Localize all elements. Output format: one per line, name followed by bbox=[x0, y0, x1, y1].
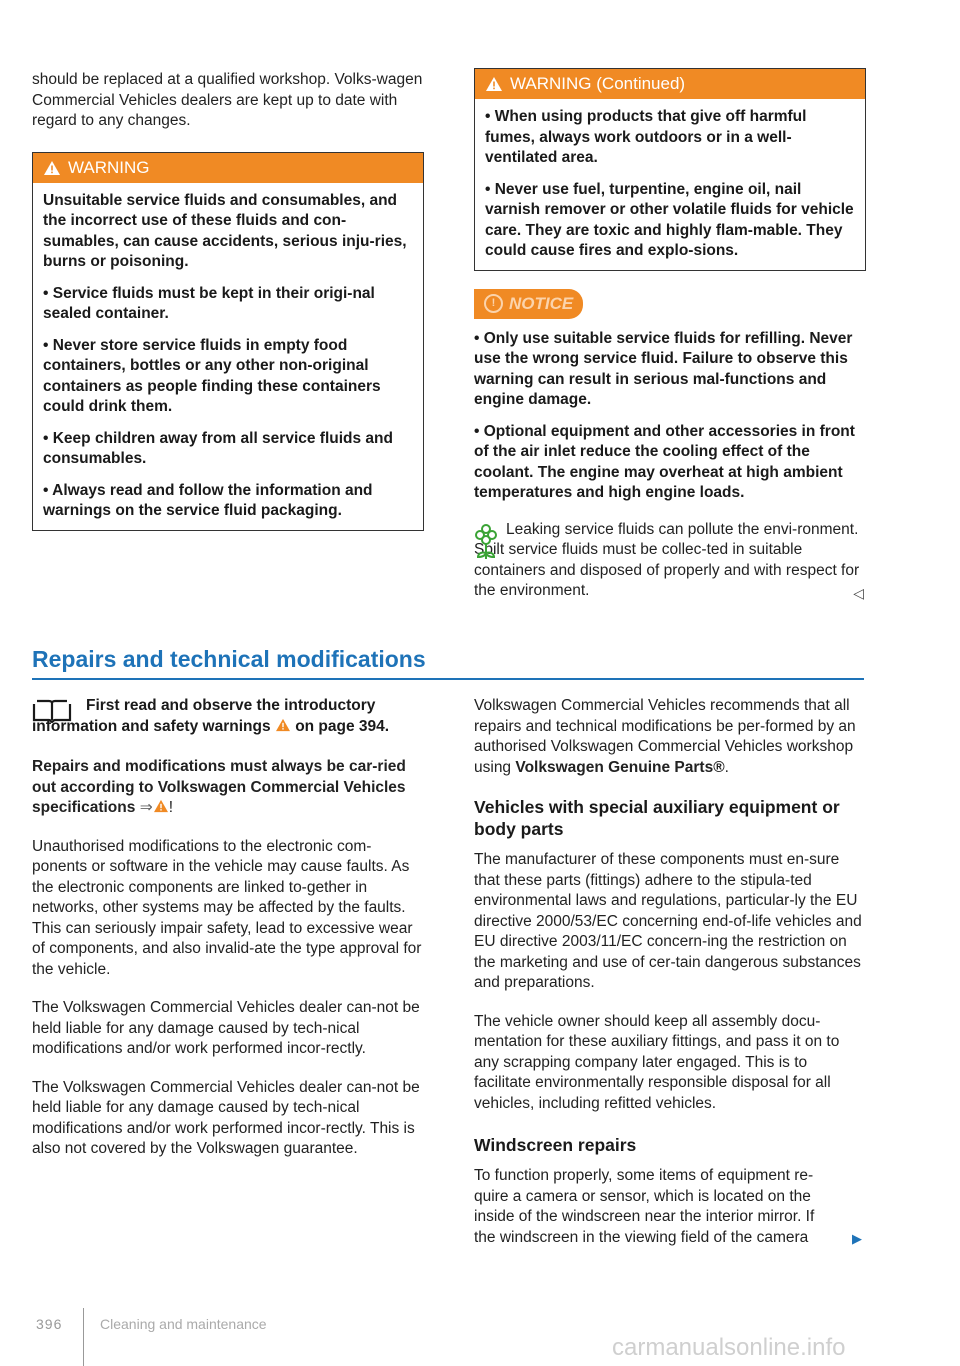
warning-bullet: • When using products that give off harmful fumes, always work outdoors or in a well-ventilated area. bbox=[485, 108, 807, 166]
page-number: 396 bbox=[36, 1316, 63, 1332]
book-reference-note bbox=[32, 696, 424, 737]
footer-divider bbox=[83, 1308, 84, 1366]
warning-triangle-icon bbox=[275, 718, 291, 732]
windscreen-paragraph-wrap bbox=[474, 1166, 866, 1248]
warning-continued-box bbox=[474, 68, 866, 271]
warning-box bbox=[32, 152, 424, 531]
warning-bullet: • Keep children away from all service fluids and consumables. bbox=[43, 429, 393, 467]
recommendation-end: . bbox=[724, 758, 729, 776]
bold-paragraph-text: Repairs and modifications must always be car-ried out according to Volkswagen Commercial Vehicles specifications bbox=[32, 758, 406, 816]
warning-header bbox=[33, 153, 423, 183]
book-note-text: First read and observe the introductory information and safety warnings bbox=[32, 697, 376, 735]
paragraph: The Volkswagen Commercial Vehicles dealer can-not be held liable for any damage caused by tech-nical modifications and/or work performed incor-rectly. bbox=[32, 999, 420, 1057]
cross-reference-arrow: ⇒ bbox=[139, 799, 153, 816]
paragraph: Unauthorised modifications to the electronic com-ponents or software in the vehicle may cause faults. As the electronic components are linked to-gether in networks, other systems may be affected by the faults. This can seriously impair safety, lead to excessive wear of components, and also invalid-ate the type approval for the vehicle. bbox=[32, 837, 422, 978]
heading-windscreen-repairs: Windscreen repairs bbox=[474, 1135, 637, 1155]
book-icon bbox=[32, 698, 72, 724]
warning-continued-body bbox=[475, 99, 865, 270]
right-column-bottom bbox=[474, 696, 866, 1248]
bold-paragraph-end: ! bbox=[168, 799, 173, 816]
intro-paragraph: should be replaced at a qualified workshop. Volks-wagen Commercial Vehicles dealers are kept up to date with regard to any changes. bbox=[32, 71, 423, 129]
recommendation-paragraph bbox=[474, 696, 866, 778]
warning-triangle-icon bbox=[485, 76, 503, 92]
book-note-page: on page 394. bbox=[295, 717, 390, 735]
paragraph: The vehicle owner should keep all assembly docu-mentation for these auxiliary fittings, and pass it on to any scrapping company later engaged. This is to facilitate environmentally responsible disposal for all vehicles, including refitted vehicles. bbox=[474, 1012, 840, 1112]
continued-arrow-icon: ▶ bbox=[852, 1231, 862, 1246]
watermark: carmanualsonline.info bbox=[612, 1334, 846, 1361]
footer-section-title: Cleaning and maintenance bbox=[100, 1316, 267, 1332]
notice-header bbox=[474, 289, 866, 319]
bold-paragraph bbox=[32, 757, 424, 819]
paragraph: The manufacturer of these components must en-sure that these parts (fittings) adhere to the stipula-ted environmental laws and regulations, particular-ly the EU directive 2000/53/EC concerning end-of-life vehicles and EU directive 2003/11/EC concern-ing the restriction on the marketing and use of cer-tain dangerous substances and preparations. bbox=[474, 851, 862, 991]
environment-text: Leaking service fluids can pollute the envi-ronment. Spilt service fluids must be collec-ted in suitable containers and disposed of properly and with respect for the environment. bbox=[474, 520, 860, 599]
warning-continued-header bbox=[475, 69, 865, 99]
notice-circle-icon: ! bbox=[484, 294, 503, 313]
notice-bullet: • Optional equipment and other accessories in front of the air inlet reduce the cooling effect of the coolant. The engine may overheat at high ambient temperatures and high engine loads. bbox=[474, 422, 855, 501]
recommendation-text: Volkswagen Commercial Vehicles recommends that all repairs and technical modifications be per-formed by an authorised Volkswagen Commercial Vehicles workshop using bbox=[474, 697, 856, 776]
end-of-section-arrow-icon: ◁ bbox=[853, 584, 864, 601]
heading-special-equipment: Vehicles with special auxiliary equipment or body parts bbox=[474, 797, 840, 839]
warning-bullet: • Service fluids must be kept in their origi-nal sealed container. bbox=[43, 284, 375, 322]
environment-note bbox=[474, 520, 866, 602]
left-column-top bbox=[32, 70, 424, 531]
warning-lead: Unsuitable service fluids and consumables, and the incorrect use of these fluids and con-sumables, can cause accidents, serious inju-ries, burns or poisoning. bbox=[43, 191, 407, 270]
paragraph: To function properly, some items of equipment re-quire a camera or sensor, which is located on the inside of the windscreen near the interior mirror. If the windscreen in the viewing field of the camera bbox=[474, 1167, 815, 1246]
paragraph: The Volkswagen Commercial Vehicles dealer can-not be held liable for any damage caused by tech-nical modifications and/or work performed incor-rectly. This is also not covered by the Volkswagen guarantee. bbox=[32, 1078, 420, 1157]
notice-body bbox=[474, 319, 866, 504]
warning-bullet: • Never store service fluids in empty food containers, bottles or any other non-original containers as people finding these containers could drink them. bbox=[43, 336, 381, 415]
notice-bullet: • Only use suitable service fluids for refilling. Never use the wrong service fluid. Failure to observe this warning can result in serious mal-functions and engine damage. bbox=[474, 329, 853, 408]
section-divider bbox=[32, 678, 864, 680]
notice-title: NOTICE bbox=[509, 293, 574, 313]
warning-body bbox=[33, 183, 423, 530]
notice-tag bbox=[474, 289, 583, 319]
warning-triangle-icon bbox=[43, 160, 61, 176]
warning-continued-title: WARNING (Continued) bbox=[510, 74, 686, 93]
warning-title: WARNING bbox=[68, 157, 150, 177]
warning-triangle-icon bbox=[153, 799, 169, 813]
right-column-top bbox=[474, 68, 866, 602]
environment-flower-icon bbox=[474, 521, 498, 561]
section-title: Repairs and technical modifications bbox=[32, 646, 426, 672]
warning-bullet: • Never use fuel, turpentine, engine oil, nail varnish remover or other volatile fluids for vehicle care. They are toxic and highly flam-mable. They could cause fires and explo-sions. bbox=[485, 180, 854, 259]
warning-bullet: • Always read and follow the information and warnings on the service fluid packaging. bbox=[43, 481, 373, 519]
genuine-parts-term: Volkswagen Genuine Parts® bbox=[515, 758, 725, 776]
left-column-bottom bbox=[32, 696, 424, 1160]
